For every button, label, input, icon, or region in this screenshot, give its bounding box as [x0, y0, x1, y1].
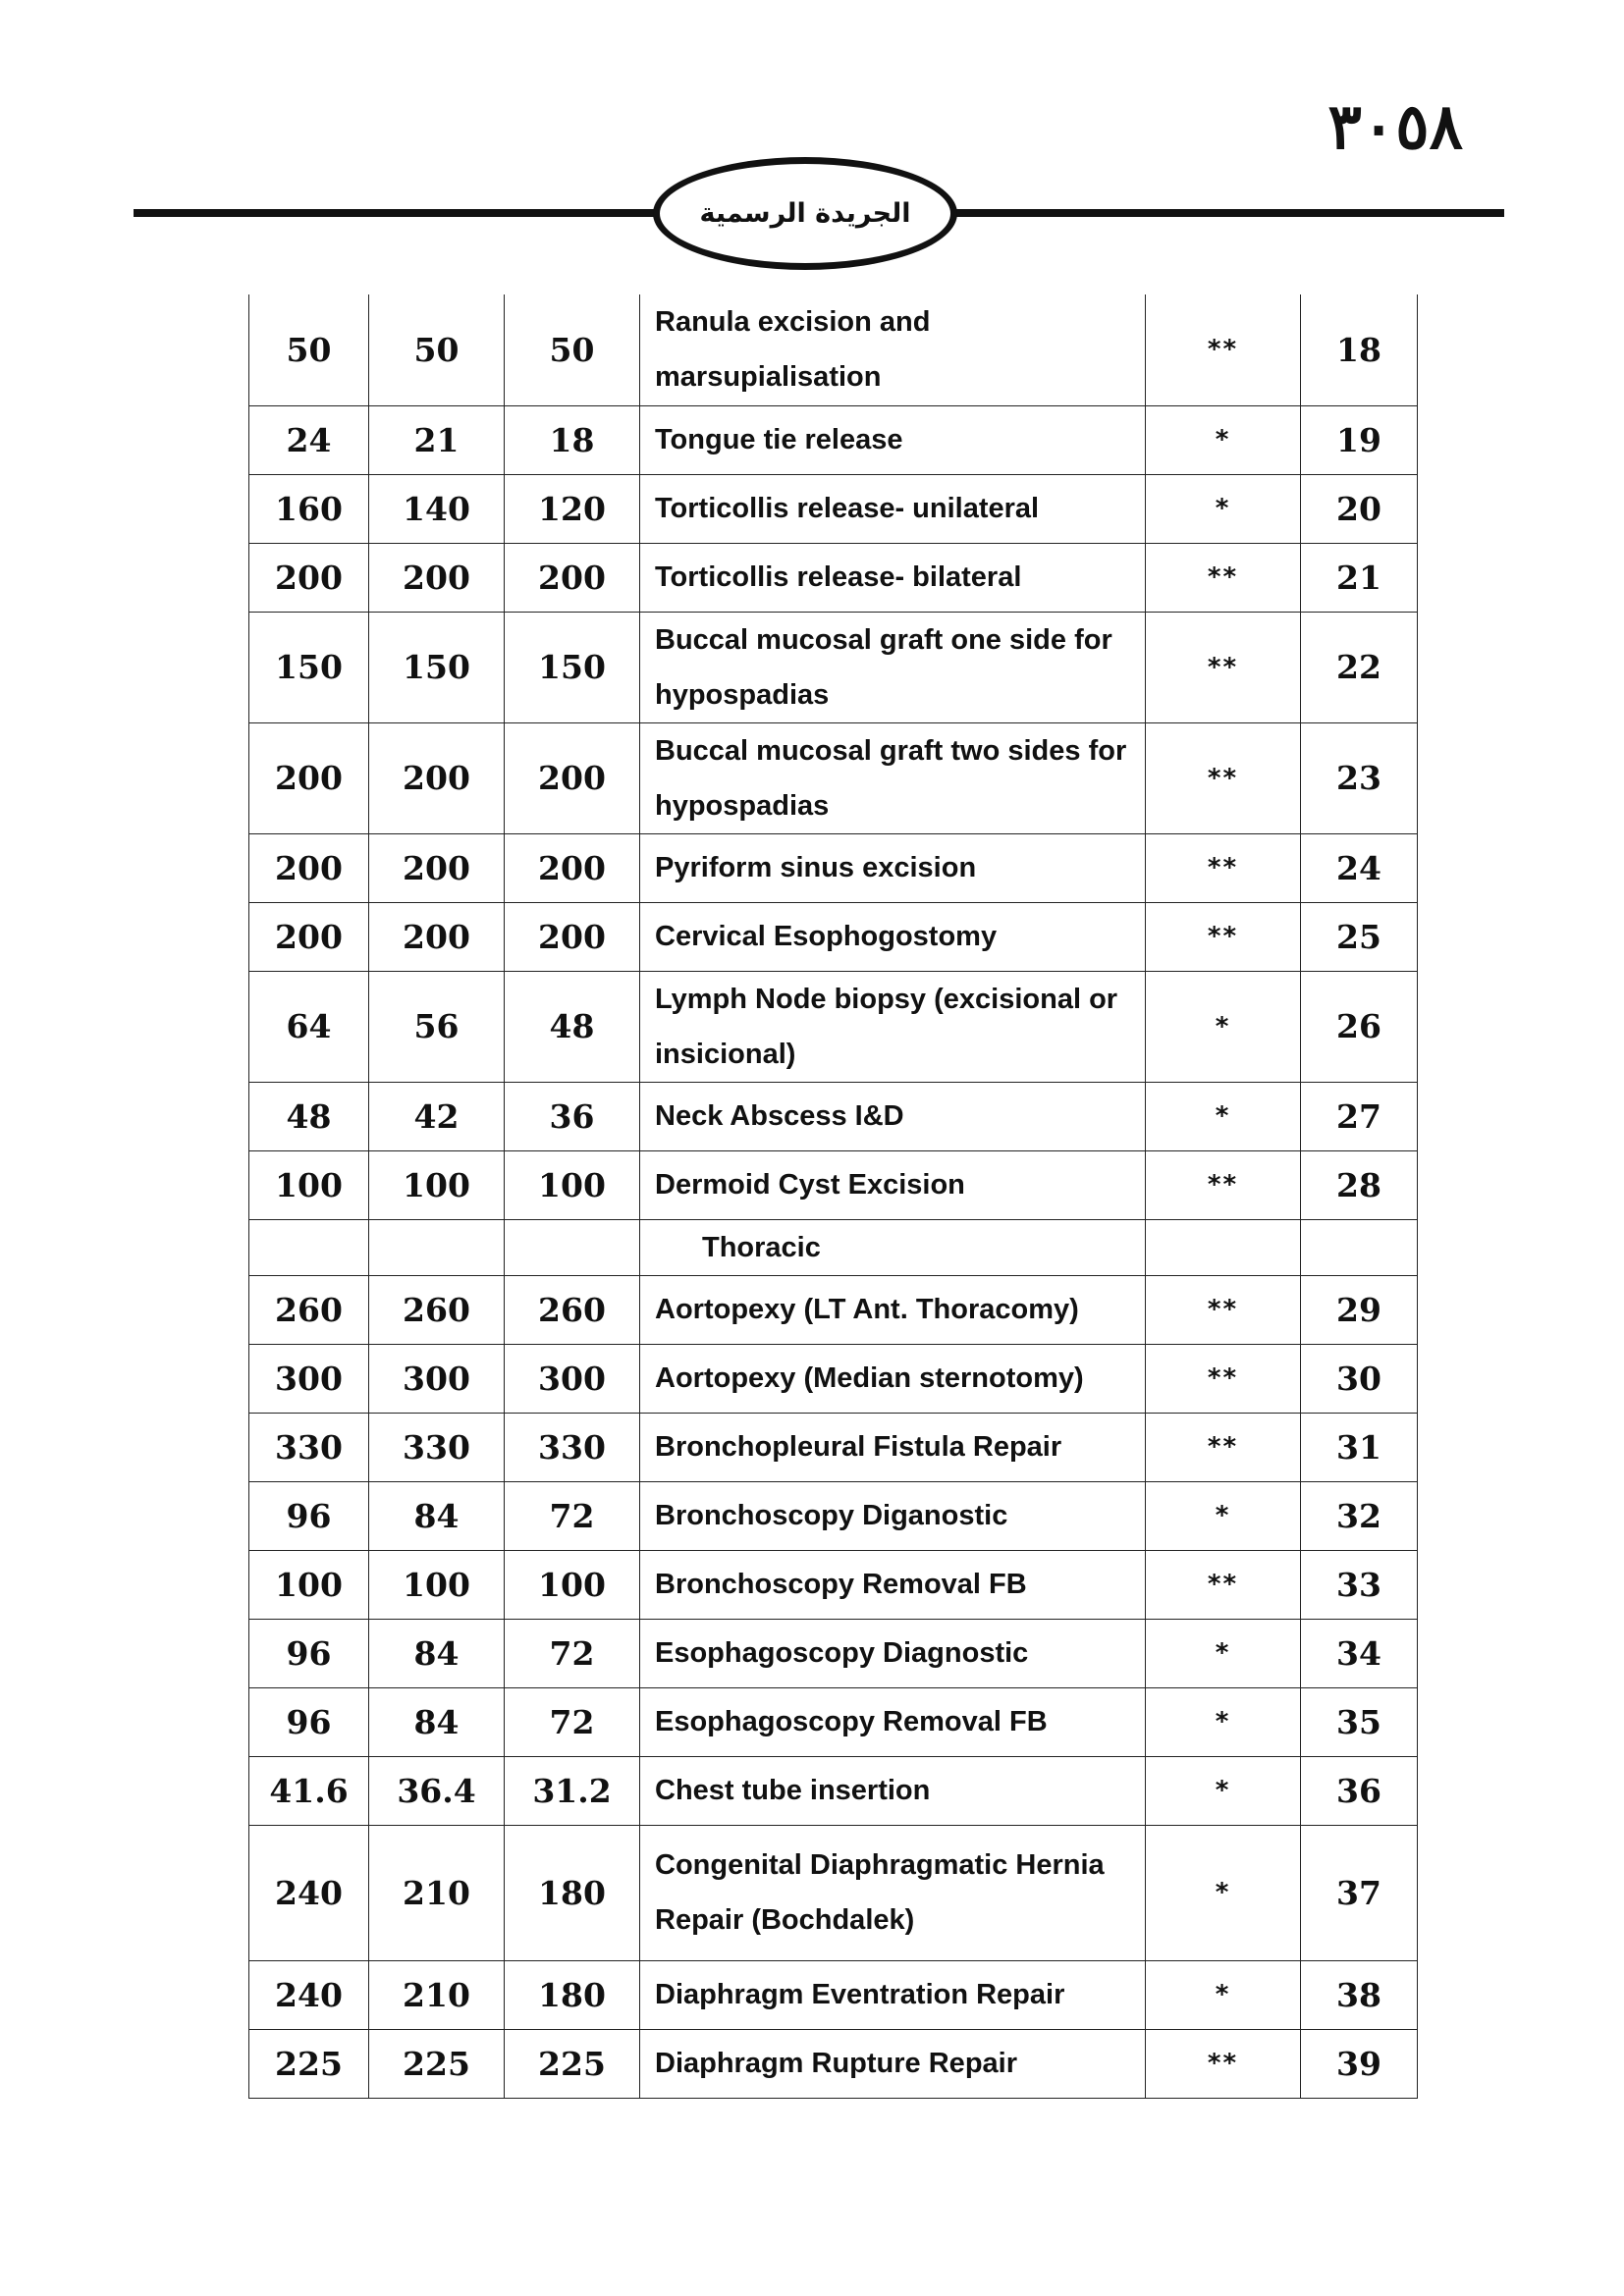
row-number: 23 — [1301, 722, 1418, 833]
empty-cell — [1146, 1219, 1301, 1275]
fee-cell-1: 200 — [249, 722, 369, 833]
fee-cell-1: 260 — [249, 1275, 369, 1344]
procedure-name: Ranula excision and marsupialisation — [640, 294, 1146, 405]
category-stars: ** — [1146, 722, 1301, 833]
row-number: 25 — [1301, 902, 1418, 971]
table-row — [249, 474, 1418, 543]
category-stars: ** — [1146, 294, 1301, 405]
fee-cell-2: 100 — [369, 1150, 505, 1219]
procedure-name: Buccal mucosal graft one side for hypospadias — [640, 612, 1146, 722]
procedure-name: Pyriform sinus excision — [640, 833, 1146, 902]
procedure-name: Congenital Diaphragmatic Hernia Repair (Bochdalek) — [640, 1825, 1146, 1960]
fee-cell-3: 200 — [505, 902, 640, 971]
page-number: ٣٠٥٨ — [1327, 90, 1463, 164]
fee-cell-1: 225 — [249, 2029, 369, 2098]
fee-cell-2: 84 — [369, 1619, 505, 1687]
fee-cell-3: 200 — [505, 722, 640, 833]
fee-cell-1: 150 — [249, 612, 369, 722]
table-row — [249, 543, 1418, 612]
fee-cell-2: 200 — [369, 902, 505, 971]
category-stars: * — [1146, 1687, 1301, 1756]
row-number: 32 — [1301, 1481, 1418, 1550]
fee-cell-3: 72 — [505, 1481, 640, 1550]
fee-cell-2: 100 — [369, 1550, 505, 1619]
table-row — [249, 722, 1418, 833]
fee-cell-2: 150 — [369, 612, 505, 722]
table-row — [249, 405, 1418, 474]
procedure-name: Esophagoscopy Diagnostic — [640, 1619, 1146, 1687]
fee-cell-3: 72 — [505, 1687, 640, 1756]
procedure-name: Aortopexy (LT Ant. Thoracomy) — [640, 1275, 1146, 1344]
row-number: 24 — [1301, 833, 1418, 902]
procedure-name: Torticollis release- unilateral — [640, 474, 1146, 543]
category-stars: * — [1146, 1756, 1301, 1825]
fee-cell-1: 50 — [249, 294, 369, 405]
table-row — [249, 294, 1418, 405]
procedure-name: Bronchoscopy Removal FB — [640, 1550, 1146, 1619]
fee-cell-3: 260 — [505, 1275, 640, 1344]
fee-cell-3: 100 — [505, 1550, 640, 1619]
procedure-fee-table — [248, 294, 1418, 2099]
fee-cell-1: 41.6 — [249, 1756, 369, 1825]
category-stars: * — [1146, 1825, 1301, 1960]
row-number: 19 — [1301, 405, 1418, 474]
table-row — [249, 1150, 1418, 1219]
procedure-name: Torticollis release- bilateral — [640, 543, 1146, 612]
fee-cell-2: 84 — [369, 1481, 505, 1550]
fee-cell-3: 31.2 — [505, 1756, 640, 1825]
fee-cell-2: 200 — [369, 722, 505, 833]
category-stars: * — [1146, 474, 1301, 543]
category-stars: * — [1146, 1960, 1301, 2029]
procedure-name: Esophagoscopy Removal FB — [640, 1687, 1146, 1756]
fee-cell-3: 200 — [505, 833, 640, 902]
procedure-name: Tongue tie release — [640, 405, 1146, 474]
category-stars: ** — [1146, 833, 1301, 902]
table-row — [249, 1960, 1418, 2029]
table-row — [249, 2029, 1418, 2098]
category-stars: * — [1146, 1481, 1301, 1550]
empty-cell — [369, 1219, 505, 1275]
fee-cell-1: 100 — [249, 1150, 369, 1219]
table-row — [249, 902, 1418, 971]
fee-cell-3: 48 — [505, 971, 640, 1082]
fee-cell-2: 140 — [369, 474, 505, 543]
gazette-title: الجريدة الرسمية — [699, 198, 911, 229]
category-stars: ** — [1146, 1550, 1301, 1619]
fee-cell-3: 36 — [505, 1082, 640, 1150]
fee-cell-2: 200 — [369, 543, 505, 612]
row-number: 27 — [1301, 1082, 1418, 1150]
row-number: 20 — [1301, 474, 1418, 543]
category-stars: * — [1146, 1619, 1301, 1687]
fee-cell-3: 72 — [505, 1619, 640, 1687]
procedure-name: Neck Abscess I&D — [640, 1082, 1146, 1150]
fee-cell-2: 300 — [369, 1344, 505, 1413]
table-row — [249, 833, 1418, 902]
row-number: 30 — [1301, 1344, 1418, 1413]
empty-cell — [1301, 1219, 1418, 1275]
procedure-name: Diaphragm Rupture Repair — [640, 2029, 1146, 2098]
row-number: 34 — [1301, 1619, 1418, 1687]
fee-cell-2: 36.4 — [369, 1756, 505, 1825]
category-stars: ** — [1146, 902, 1301, 971]
table-row — [249, 1082, 1418, 1150]
table-body — [249, 294, 1418, 2098]
table-row — [249, 1275, 1418, 1344]
fee-cell-3: 120 — [505, 474, 640, 543]
fee-cell-2: 84 — [369, 1687, 505, 1756]
fee-cell-1: 100 — [249, 1550, 369, 1619]
fee-cell-2: 210 — [369, 1960, 505, 2029]
fee-cell-1: 64 — [249, 971, 369, 1082]
fee-cell-3: 330 — [505, 1413, 640, 1481]
table-row — [249, 1481, 1418, 1550]
fee-cell-1: 200 — [249, 833, 369, 902]
row-number: 33 — [1301, 1550, 1418, 1619]
section-title-text: Thoracic — [702, 1231, 821, 1263]
fee-cell-1: 96 — [249, 1619, 369, 1687]
procedure-name: Bronchoscopy Diganostic — [640, 1481, 1146, 1550]
fee-cell-3: 180 — [505, 1960, 640, 2029]
category-stars: ** — [1146, 543, 1301, 612]
category-stars: ** — [1146, 612, 1301, 722]
procedure-name: Diaphragm Eventration Repair — [640, 1960, 1146, 2029]
fee-cell-1: 330 — [249, 1413, 369, 1481]
table-row — [249, 612, 1418, 722]
procedure-name: Bronchopleural Fistula Repair — [640, 1413, 1146, 1481]
procedure-name: Aortopexy (Median sternotomy) — [640, 1344, 1146, 1413]
fee-cell-2: 225 — [369, 2029, 505, 2098]
empty-cell — [249, 1219, 369, 1275]
procedure-name: Chest tube insertion — [640, 1756, 1146, 1825]
fee-cell-2: 50 — [369, 294, 505, 405]
fee-cell-1: 200 — [249, 902, 369, 971]
fee-cell-1: 48 — [249, 1082, 369, 1150]
fee-cell-2: 260 — [369, 1275, 505, 1344]
row-number: 37 — [1301, 1825, 1418, 1960]
row-number: 39 — [1301, 2029, 1418, 2098]
table-row — [249, 1413, 1418, 1481]
row-number: 38 — [1301, 1960, 1418, 2029]
table-row — [249, 1687, 1418, 1756]
table-row — [249, 1550, 1418, 1619]
table-row — [249, 1756, 1418, 1825]
fee-cell-3: 18 — [505, 405, 640, 474]
section-title — [640, 1219, 1146, 1275]
category-stars: ** — [1146, 1413, 1301, 1481]
procedure-name: Buccal mucosal graft two sides for hypospadias — [640, 722, 1146, 833]
row-number: 26 — [1301, 971, 1418, 1082]
fee-cell-1: 300 — [249, 1344, 369, 1413]
fee-cell-1: 240 — [249, 1825, 369, 1960]
fee-cell-3: 200 — [505, 543, 640, 612]
category-stars: ** — [1146, 2029, 1301, 2098]
fee-cell-3: 100 — [505, 1150, 640, 1219]
table-row — [249, 971, 1418, 1082]
fee-cell-2: 210 — [369, 1825, 505, 1960]
fee-cell-3: 180 — [505, 1825, 640, 1960]
gazette-header-oval — [653, 157, 957, 270]
fee-cell-3: 50 — [505, 294, 640, 405]
category-stars: * — [1146, 405, 1301, 474]
row-number: 29 — [1301, 1275, 1418, 1344]
category-stars: * — [1146, 971, 1301, 1082]
fee-cell-3: 225 — [505, 2029, 640, 2098]
fee-cell-2: 42 — [369, 1082, 505, 1150]
procedure-name: Cervical Esophogostomy — [640, 902, 1146, 971]
fee-cell-2: 56 — [369, 971, 505, 1082]
row-number: 21 — [1301, 543, 1418, 612]
fee-cell-1: 200 — [249, 543, 369, 612]
fee-cell-2: 21 — [369, 405, 505, 474]
row-number: 18 — [1301, 294, 1418, 405]
row-number: 22 — [1301, 612, 1418, 722]
fee-cell-1: 160 — [249, 474, 369, 543]
procedure-name: Dermoid Cyst Excision — [640, 1150, 1146, 1219]
table-row — [249, 1344, 1418, 1413]
fee-cell-2: 330 — [369, 1413, 505, 1481]
table-row — [249, 1825, 1418, 1960]
fee-cell-3: 300 — [505, 1344, 640, 1413]
fee-cell-1: 240 — [249, 1960, 369, 2029]
category-stars: ** — [1146, 1275, 1301, 1344]
row-number: 28 — [1301, 1150, 1418, 1219]
row-number: 35 — [1301, 1687, 1418, 1756]
row-number: 31 — [1301, 1413, 1418, 1481]
fee-cell-3: 150 — [505, 612, 640, 722]
procedure-name: Lymph Node biopsy (excisional or insicional) — [640, 971, 1146, 1082]
empty-cell — [505, 1219, 640, 1275]
table-row — [249, 1619, 1418, 1687]
fee-cell-2: 200 — [369, 833, 505, 902]
category-stars: * — [1146, 1082, 1301, 1150]
category-stars: ** — [1146, 1344, 1301, 1413]
fee-cell-1: 96 — [249, 1481, 369, 1550]
fee-cell-1: 24 — [249, 405, 369, 474]
section-row — [249, 1219, 1418, 1275]
fee-cell-1: 96 — [249, 1687, 369, 1756]
row-number: 36 — [1301, 1756, 1418, 1825]
category-stars: ** — [1146, 1150, 1301, 1219]
